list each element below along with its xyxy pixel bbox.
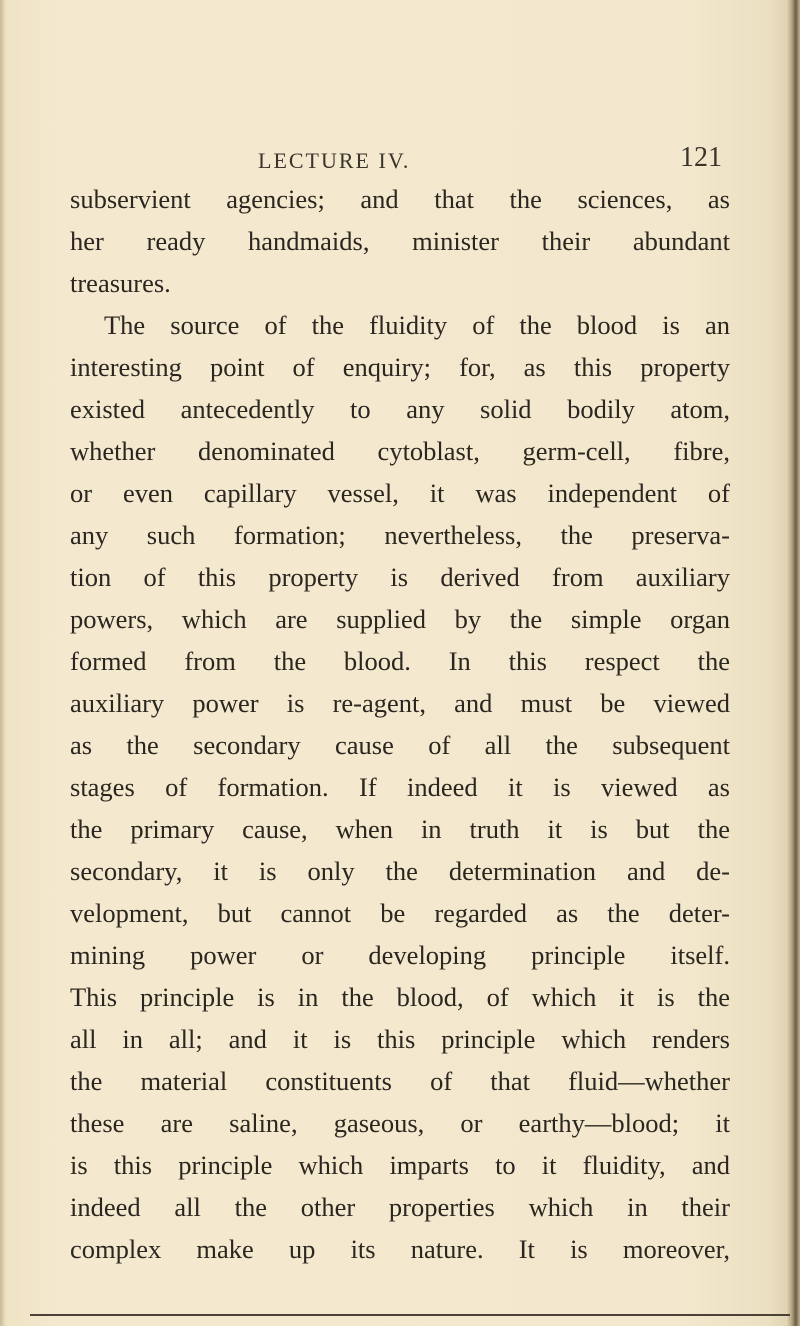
text-line: powers, which are supplied by the simple organ — [70, 604, 730, 634]
page-header — [64, 142, 728, 182]
text-line: whether denominated cytoblast, germ-cell, fibre, — [70, 436, 730, 466]
text-line: interesting point of enquiry; for, as this property — [70, 352, 730, 382]
body-text — [70, 178, 730, 1270]
text-line: the primary cause, when in truth it is but the — [70, 814, 730, 844]
text-line: formed from the blood. In this respect the — [70, 646, 730, 676]
bottom-rule — [30, 1314, 790, 1316]
text-line: treasures. — [70, 268, 171, 298]
text-line: all in all; and it is this principle which renders — [70, 1024, 730, 1054]
text-line: as the secondary cause of all the subsequent — [70, 730, 730, 760]
text-line: stages of formation. If indeed it is viewed as — [70, 772, 730, 802]
text-line: indeed all the other properties which in their — [70, 1192, 730, 1222]
page-left-edge — [0, 0, 6, 1326]
text-line: subservient agencies; and that the sciences, as — [70, 184, 730, 214]
text-line: The source of the fluidity of the blood is an — [104, 310, 730, 340]
text-line: any such formation; nevertheless, the preserva- — [70, 520, 730, 550]
text-line: existed antecedently to any solid bodily atom, — [70, 394, 730, 424]
text-line: auxiliary power is re-agent, and must be viewed — [70, 688, 730, 718]
text-line: or even capillary vessel, it was independent of — [70, 478, 730, 508]
text-line: This principle is in the blood, of which it is the — [70, 982, 730, 1012]
page-number: 121 — [680, 142, 722, 173]
text-line: velopment, but cannot be regarded as the deter- — [70, 898, 730, 928]
page-gutter-shadow — [786, 0, 800, 1326]
text-line: mining power or developing principle itself. — [70, 940, 730, 970]
text-line: the material constituents of that fluid—whether — [70, 1066, 730, 1096]
text-line: these are saline, gaseous, or earthy—blood; it — [70, 1108, 730, 1138]
text-line: tion of this property is derived from auxiliary — [70, 562, 730, 592]
text-line: is this principle which imparts to it fluidity, and — [70, 1150, 730, 1180]
text-line: complex make up its nature. It is moreover, — [70, 1234, 730, 1264]
running-head: LECTURE IV. — [258, 148, 411, 173]
text-line: secondary, it is only the determination and de- — [70, 856, 730, 886]
text-line: her ready handmaids, minister their abundant — [70, 226, 730, 256]
